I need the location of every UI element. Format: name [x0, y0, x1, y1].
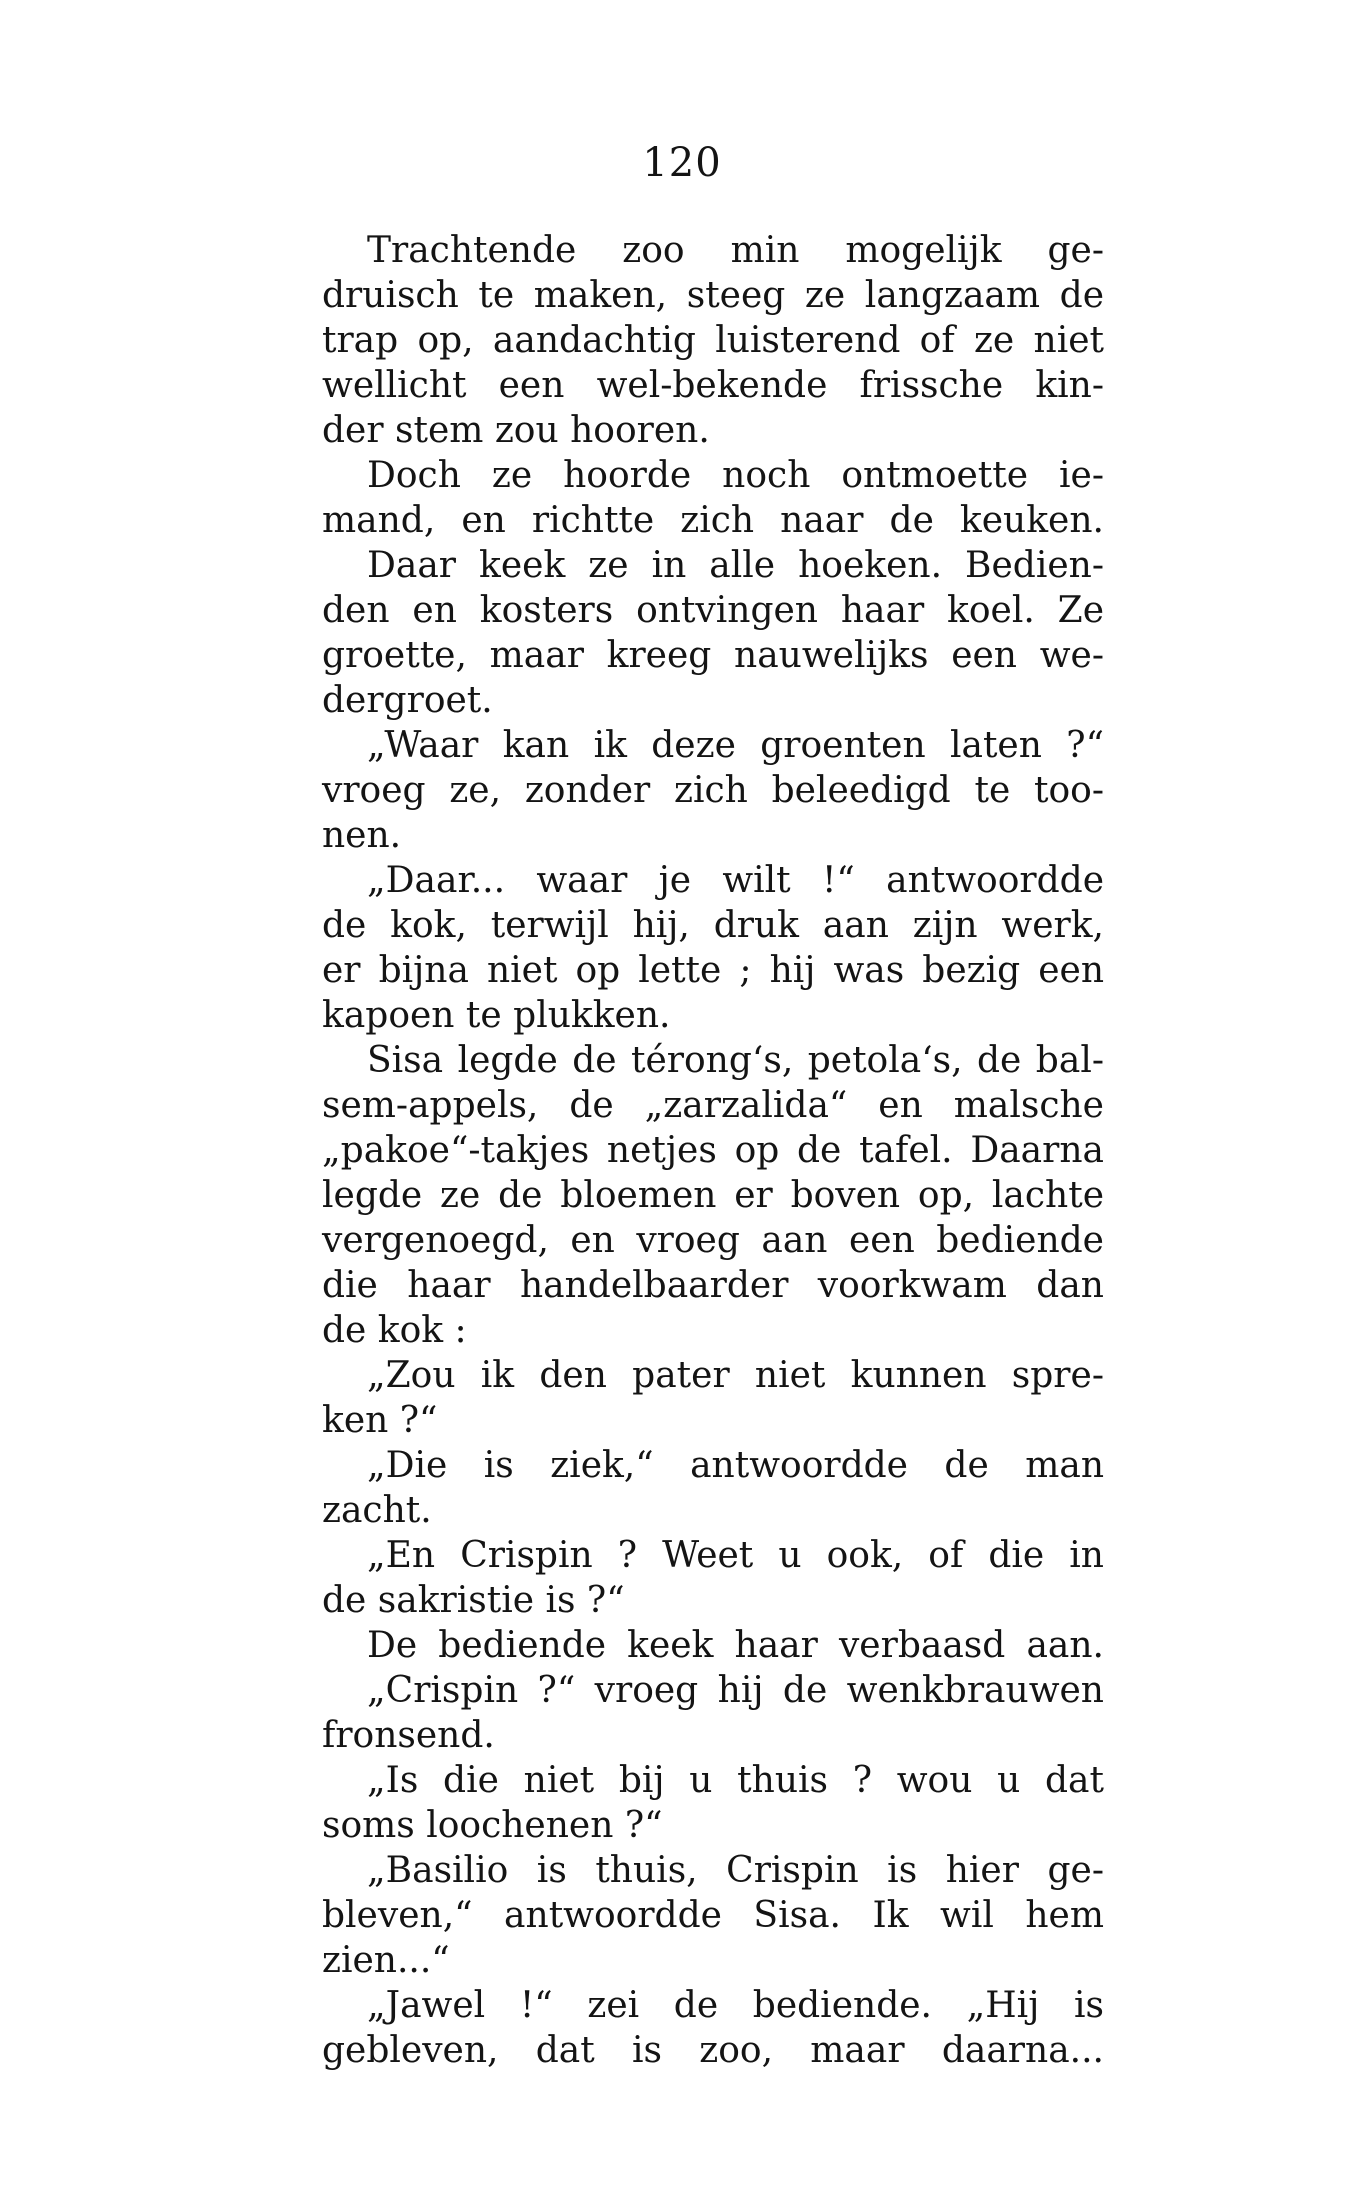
text-line: de sakristie is ?“ [322, 1580, 625, 1621]
text-line: „Jawel !“ zei de bediende. „Hij is [367, 1985, 1104, 2026]
text-line: zacht. [322, 1490, 432, 1531]
text-line: groette, maar kreeg nauwelijks een we- [322, 635, 1104, 676]
text-line: „Crispin ?“ vroeg hij de wenkbrauwen [367, 1670, 1104, 1711]
text-line: „Zou ik den pater niet kunnen spre- [367, 1355, 1104, 1396]
text-line: kapoen te plukken. [322, 995, 671, 1036]
text-line: druisch te maken, steeg ze langzaam de [322, 275, 1104, 316]
text-line: Doch ze hoorde noch ontmoette ie- [367, 455, 1104, 496]
text-line: gebleven, dat is zoo, maar daarna... [322, 2030, 1104, 2071]
text-line: „pakoe“-takjes netjes op de tafel. Daarna [322, 1130, 1104, 1171]
text-line: „Is die niet bij u thuis ? wou u dat [367, 1760, 1104, 1801]
text-line: mand, en richtte zich naar de keuken. [322, 500, 1104, 541]
text-line: den en kosters ontvingen haar koel. Ze [322, 590, 1104, 631]
text-line: de kok : [322, 1310, 467, 1351]
text-line: er bijna niet op lette ; hij was bezig een [322, 950, 1104, 991]
text-line: legde ze de bloemen er boven op, lachte [322, 1175, 1104, 1216]
text-line: wellicht een wel-bekende frissche kin- [322, 365, 1104, 406]
text-line: nen. [322, 815, 402, 856]
text-line: dergroet. [322, 680, 493, 721]
text-line: der stem zou hooren. [322, 410, 710, 451]
text-line: fronsend. [322, 1715, 495, 1756]
text-line: „Basilio is thuis, Crispin is hier ge- [367, 1850, 1104, 1891]
body-text [322, 228, 1104, 2073]
text-line: de kok, terwijl hij, druk aan zijn werk, [322, 905, 1104, 946]
text-line: sem-appels, de „zarzalida“ en malsche [322, 1085, 1104, 1126]
text-line: „En Crispin ? Weet u ook, of die in [367, 1535, 1104, 1576]
text-line: vroeg ze, zonder zich beleedigd te too- [322, 770, 1104, 811]
page-number: 120 [642, 140, 722, 186]
text-line: „Die is ziek,“ antwoordde de man [367, 1445, 1104, 1486]
text-line: zien...“ [322, 1940, 450, 1981]
text-line: vergenoegd, en vroeg aan een bediende [322, 1220, 1104, 1261]
text-line: De bediende keek haar verbaasd aan. [367, 1625, 1104, 1666]
text-line: Sisa legde de térong‘s, petola‘s, de bal- [367, 1040, 1104, 1081]
text-line: Trachtende zoo min mogelijk ge- [367, 230, 1104, 271]
text-line: „Daar... waar je wilt !“ antwoordde [367, 860, 1104, 901]
text-line: trap op, aandachtig luisterend of ze niet [322, 320, 1104, 361]
text-line: bleven,“ antwoordde Sisa. Ik wil hem [322, 1895, 1104, 1936]
text-line: die haar handelbaarder voorkwam dan [322, 1265, 1104, 1306]
text-line: ken ?“ [322, 1400, 438, 1441]
text-line: „Waar kan ik deze groenten laten ?“ [367, 725, 1104, 766]
text-line: soms loochenen ?“ [322, 1805, 663, 1846]
text-line: Daar keek ze in alle hoeken. Bedien- [367, 545, 1104, 586]
